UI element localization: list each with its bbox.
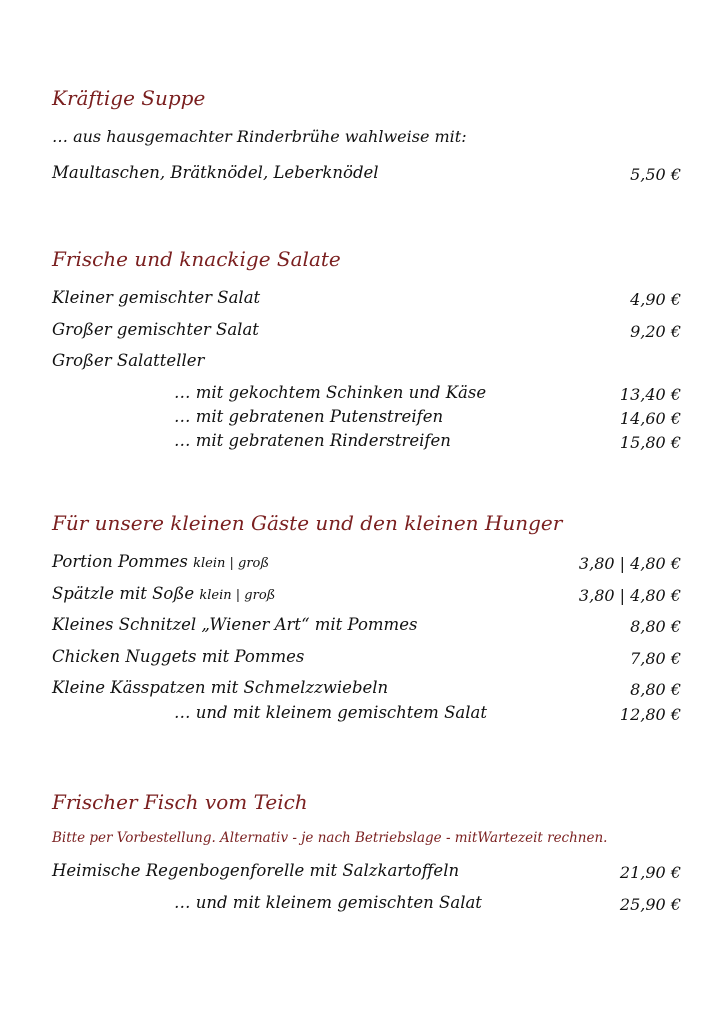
menu-subitem-name: … und mit kleinem gemischtem Salat <box>174 703 487 722</box>
menu-item-name: Chicken Nuggets mit Pommes <box>52 647 305 666</box>
menu-item-price: 3,80 | 4,80 € <box>578 586 681 605</box>
menu-item-name: Großer gemischter Salat <box>52 320 259 339</box>
menu-subitem-price: 13,40 € <box>619 385 681 404</box>
menu-subitem-name: … mit gebratenen Rinderstreifen <box>174 431 451 450</box>
menu-item-price: 3,80 | 4,80 € <box>578 554 681 573</box>
menu-item-price: 8,80 € <box>630 617 681 636</box>
section-intro-suppe: … aus hausgemachter Rinderbrühe wahlweise mit: <box>52 127 467 146</box>
section-heading-suppe: Kräftige Suppe <box>52 86 206 110</box>
menu-item-size: klein | groß <box>199 588 276 603</box>
menu-item-size: klein | groß <box>193 556 270 571</box>
menu-item-price: 7,80 € <box>630 649 681 668</box>
menu-item <box>52 552 269 571</box>
menu-item-price: 21,90 € <box>619 863 681 882</box>
menu-subitem-price: 25,90 € <box>619 895 681 914</box>
menu-item-name: Spätzle mit Soße <box>52 584 195 603</box>
menu-item-name: Portion Pommes <box>52 552 188 571</box>
section-heading-salate: Frische und knackige Salate <box>52 247 341 271</box>
menu-subitem-name: … mit gekochtem Schinken und Käse <box>174 383 487 402</box>
menu-subitem-price: 14,60 € <box>619 409 681 428</box>
menu-item <box>52 584 275 603</box>
menu-subitem-price: 12,80 € <box>619 705 681 724</box>
menu-item-price: 5,50 € <box>630 165 681 184</box>
menu-subitem-name: … und mit kleinem gemischten Salat <box>174 893 482 912</box>
section-heading-kleine-gaeste: Für unsere kleinen Gäste und den kleinen Hunger <box>52 511 563 535</box>
section-note-fisch: Bitte per Vorbestellung. Alternativ - je nach Betriebslage - mitWartezeit rechnen. <box>52 830 608 846</box>
menu-item-name: Kleine Kässpatzen mit Schmelzzwiebeln <box>52 678 389 697</box>
menu-item-price: 9,20 € <box>630 322 681 341</box>
menu-subitem-name: … mit gebratenen Putenstreifen <box>174 407 444 426</box>
menu-item-name: Kleiner gemischter Salat <box>52 288 261 307</box>
menu-subitem-price: 15,80 € <box>619 433 681 452</box>
menu-item-price: 8,80 € <box>630 680 681 699</box>
menu-item-name: Maultaschen, Brätknödel, Leberknödel <box>52 163 379 182</box>
menu-item-price: 4,90 € <box>630 290 681 309</box>
menu-item-name: Kleines Schnitzel „Wiener Art“ mit Pommes <box>52 615 418 634</box>
menu-item-name: Heimische Regenbogenforelle mit Salzkartoffeln <box>52 861 460 880</box>
menu-item-name: Großer Salatteller <box>52 351 205 370</box>
section-heading-fisch: Frischer Fisch vom Teich <box>52 790 308 814</box>
